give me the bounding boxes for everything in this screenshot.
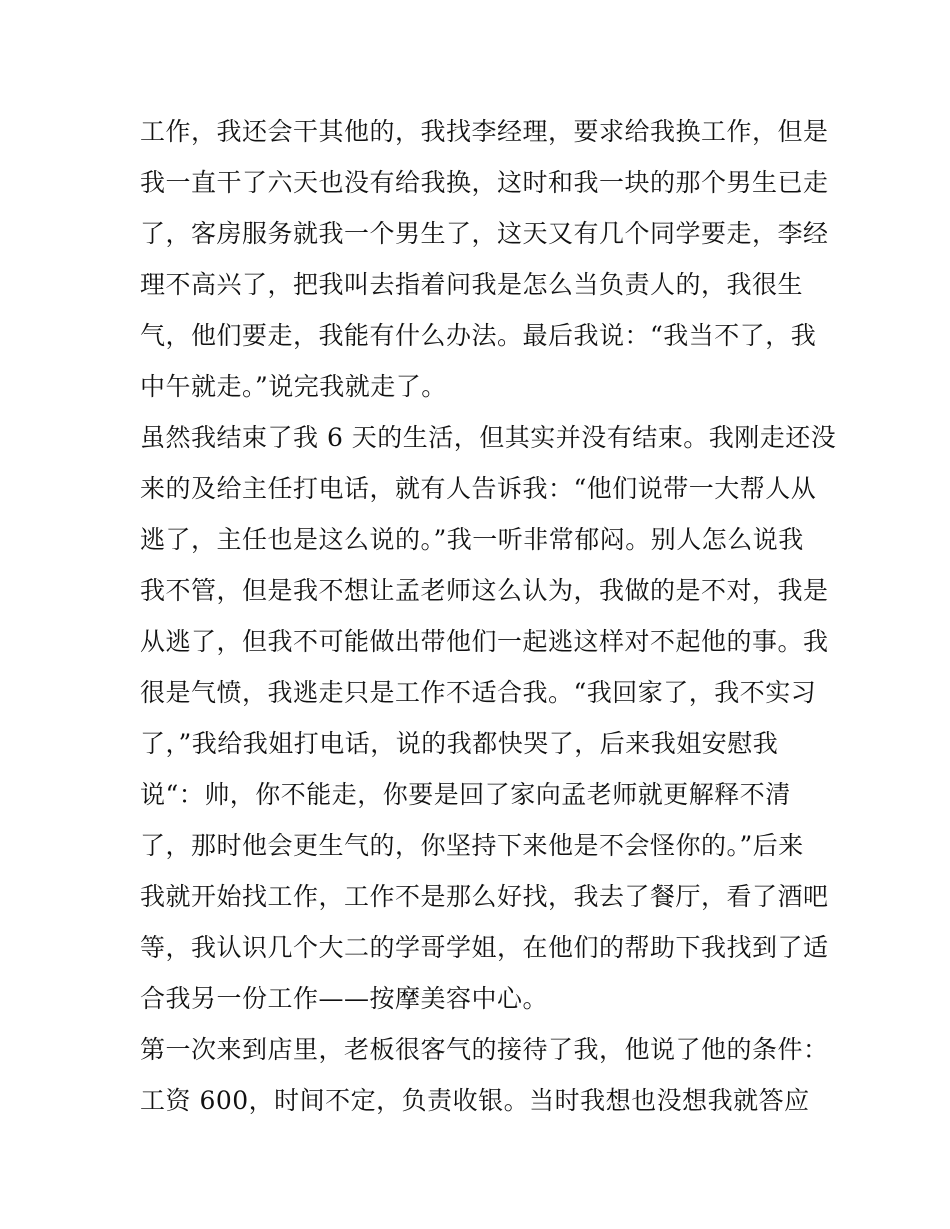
text-line-14: 说“：帅，你不能走，你要是回了家向孟老师就更解释不清 (140, 780, 791, 809)
text-line-2: 我一直干了六天也没有给我换，这时和我一块的那个男生已走 (140, 168, 829, 197)
text-line-7: 虽然我结束了我 6 天的生活，但其实并没有结束。我刚走还没 (140, 423, 837, 452)
text-line-5: 气，他们要走，我能有什么办法。最后我说：“我当不了，我 (140, 321, 817, 350)
text-line-10: 我不管，但是我不想让孟老师这么认为，我做的是不对，我是 (140, 576, 829, 605)
text-line-15: 了，那时他会更生气的，你坚持下来他是不会怪你的。”后来 (140, 831, 804, 860)
text-line-12: 很是气愤，我逃走只是工作不适合我。“我回家了，我不实习 (140, 678, 817, 707)
text-line-9: 逃了，主任也是这么说的。”我一听非常郁闷。别人怎么说我 (140, 525, 804, 554)
text-line-8: 来的及给主任打电话，就有人告诉我：“他们说带一大帮人从 (140, 474, 817, 503)
text-body (140, 106, 837, 1126)
text-line-20: 工资 600，时间不定，负责收银。当时我想也没想我就答应 (140, 1086, 810, 1115)
text-line-17: 等，我认识几个大二的学哥学姐，在他们的帮助下我找到了适 (140, 933, 829, 962)
text-line-1: 工作，我还会干其他的，我找李经理，要求给我换工作，但是 (140, 117, 829, 146)
text-line-19: 第一次来到店里，老板很客气的接待了我，他说了他的条件： (140, 1035, 829, 1064)
text-line-18: 合我另一份工作——按摩美容中心。 (140, 984, 549, 1013)
text-line-11: 从逃了，但我不可能做出带他们一起逃这样对不起他的事。我 (140, 627, 829, 656)
text-line-4: 理不高兴了，把我叫去指着问我是怎么当负责人的，我很生 (140, 270, 804, 299)
text-line-6: 中午就走。”说完我就走了。 (140, 372, 447, 401)
text-line-13: 了，”我给我姐打电话，说的我都快哭了，后来我姐安慰我 (140, 729, 779, 758)
text-line-3: 了，客房服务就我一个男生了，这天又有几个同学要走，李经 (140, 219, 829, 248)
text-line-16: 我就开始找工作，工作不是那么好找，我去了餐厅，看了酒吧 (140, 882, 829, 911)
